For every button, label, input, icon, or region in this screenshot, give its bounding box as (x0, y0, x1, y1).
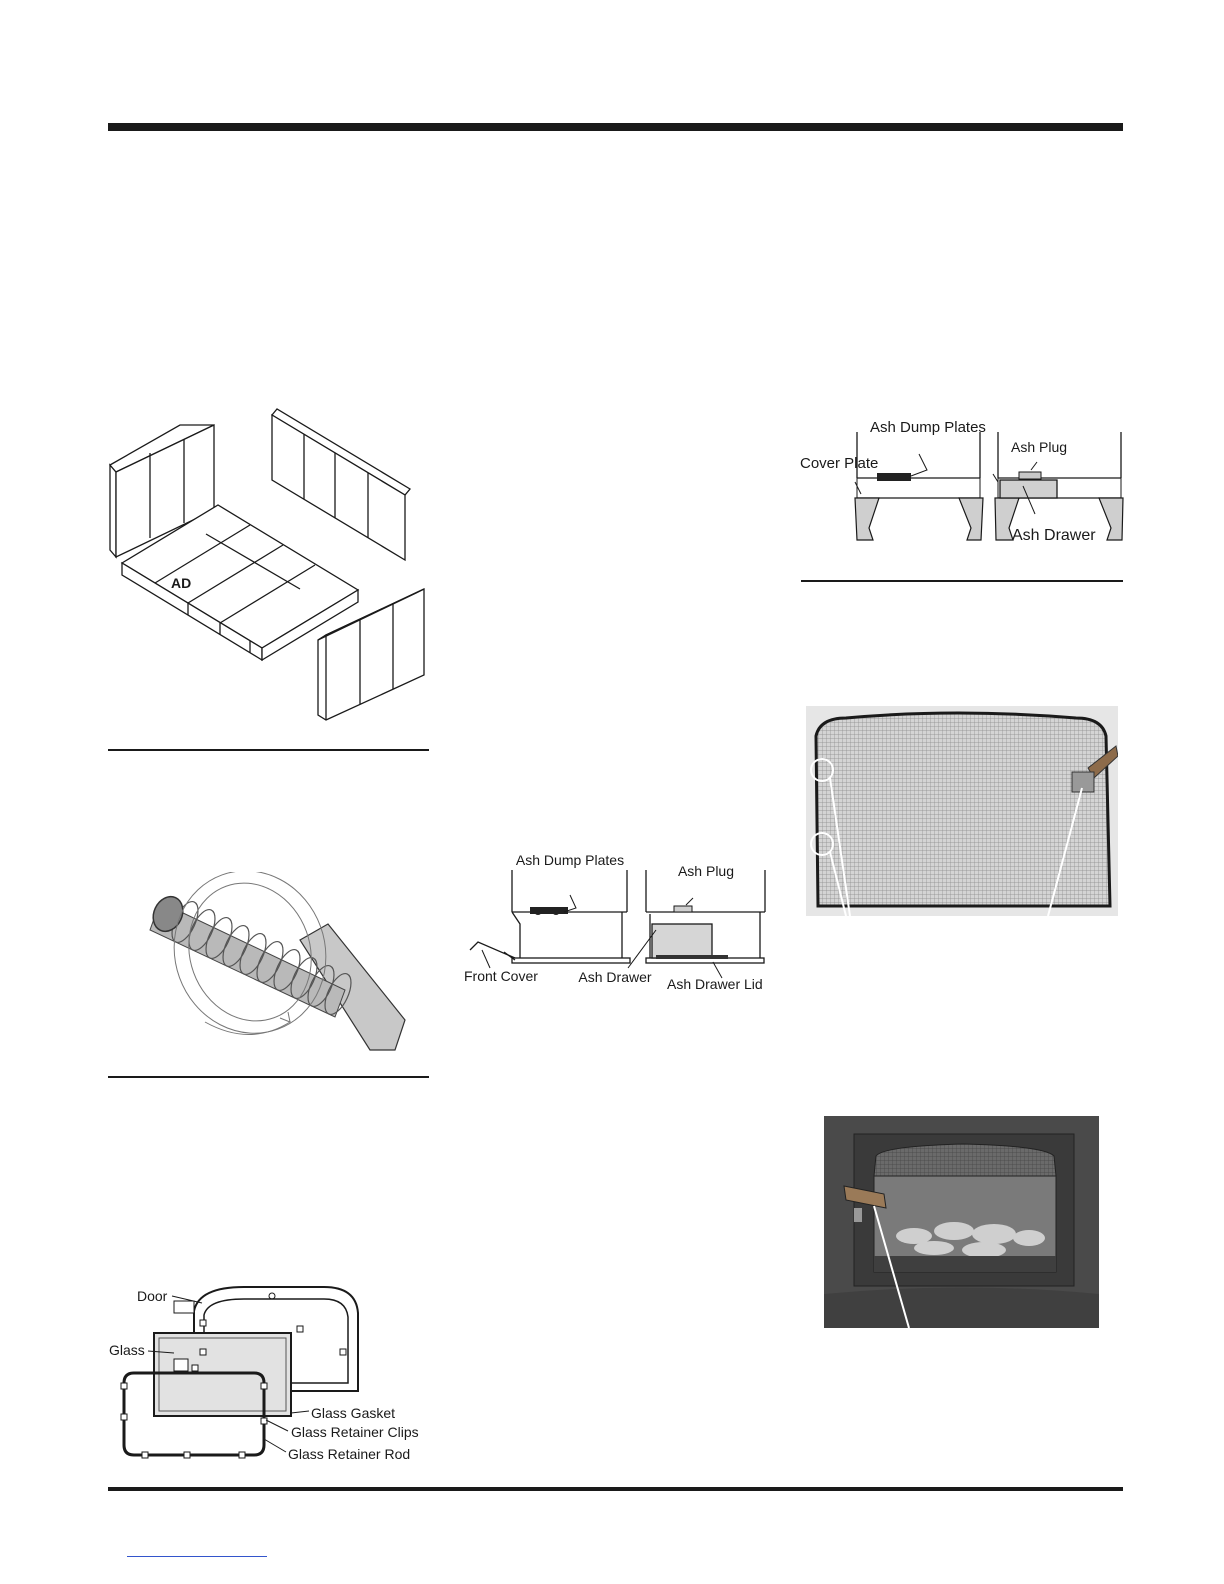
spring-handle-figure (140, 872, 410, 1057)
figure-rule (801, 580, 1123, 582)
ash-dump-figure-center (460, 850, 775, 1000)
ash-dump-plates-label-right: Ash Dump Plates (870, 419, 986, 436)
ash-dump-plates-label: Ash Dump Plates (515, 852, 625, 868)
ash-drawer-lid-label: Ash Drawer Lid (667, 976, 763, 992)
ash-drawer-label-right: Ash Drawer (1012, 527, 1096, 544)
ash-plug-label-right: Ash Plug (1011, 439, 1068, 455)
figure-rule (108, 1076, 429, 1078)
glass-retainer-clips-label: Glass Retainer Clips (291, 1424, 419, 1440)
cover-plate-label: Cover Plate (800, 455, 879, 472)
footer-rule (108, 1487, 1123, 1491)
door-glass-figure (104, 1283, 439, 1468)
figure-rule (108, 749, 429, 751)
firebrick-label-ad: AD (171, 575, 192, 591)
ash-drawer-label: Ash Drawer (578, 969, 652, 985)
fire-screen-photo (806, 706, 1118, 916)
firebrick-layout-figure (100, 405, 440, 730)
stove-photo (824, 1116, 1099, 1328)
footer-link-underline (127, 1556, 267, 1557)
header-rule (108, 123, 1123, 131)
glass-label: Glass (109, 1342, 145, 1358)
front-cover-label: Front Cover (464, 968, 538, 984)
ash-plug-label: Ash Plug (677, 863, 735, 879)
glass-retainer-rod-label: Glass Retainer Rod (288, 1446, 411, 1462)
glass-gasket-label: Glass Gasket (311, 1405, 396, 1421)
ash-dump-figure-right (795, 410, 1130, 550)
door-label: Door (137, 1288, 168, 1304)
